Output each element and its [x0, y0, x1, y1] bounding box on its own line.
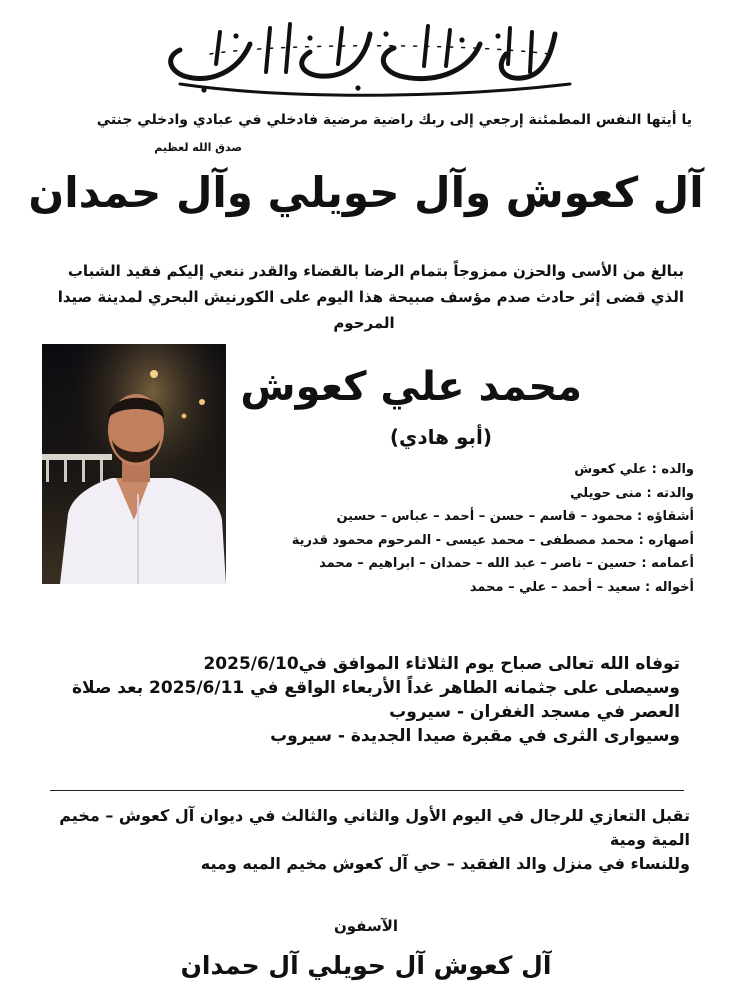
intro-line: الذي قضى إثر حادث صدم مؤسف صبيحة هذا اليوم على الكورنيش البحري لمدينة صيدا	[57, 288, 684, 306]
relative-in-laws	[234, 529, 694, 553]
relative-paternal-uncles	[234, 552, 694, 576]
relative-value: علي كعوش	[574, 462, 648, 477]
funeral-line: العصر في مسجد الغفران - سيروب	[389, 702, 680, 722]
relative-mother	[234, 482, 694, 506]
mourners-label: الآسفون	[333, 917, 399, 935]
deceased-name: محمد علي كعوش	[240, 364, 582, 410]
deceased-label: المرحوم	[333, 314, 395, 332]
relative-value: سعيد – أحمد – علي – محمد	[469, 579, 641, 595]
announcement-intro	[44, 258, 684, 336]
families-title: آل كعوش وآل حويلي وآل حمدان	[28, 168, 704, 217]
funeral-details	[50, 652, 680, 748]
funeral-line: وسيصلى على جثمانه الطاهر غداً الأربعاء الواقع في 2025/6/11 بعد صلاة	[72, 678, 680, 698]
quran-verse: يا أيتها النفس المطمئنة إرجعي إلى ربك راضية مرضية فادخلي في عبادي وادخلي جنتي	[96, 112, 692, 128]
relative-brothers	[234, 505, 694, 529]
calligraphy-drawing	[150, 14, 582, 100]
deceased-photo	[42, 344, 226, 584]
funeral-line: وسيوارى الثرى في مقبرة صيدا الجديدة - سيروب	[270, 726, 680, 746]
funeral-line: توفاه الله تعالى صباح يوم الثلاثاء الموافق في2025/6/10	[203, 654, 680, 674]
condolences-line: وللنساء في منزل والد الفقيد – حي آل كعوش مخيم الميه وميه	[200, 854, 690, 873]
section-divider	[50, 790, 684, 791]
deceased-nickname: (أبو هادي)	[389, 425, 492, 449]
relative-label: والده :	[647, 462, 694, 477]
relative-label: أصهاره :	[634, 533, 694, 548]
condolences-line: تقبل التعازي للرجال في اليوم الأول والثاني والثالث في ديوان آل كعوش – مخيم المية ومية	[59, 806, 690, 849]
mourners-families: آل كعوش آل حويلي آل حمدان	[180, 951, 552, 980]
relative-value: محمود – قاسم – حسن – أحمد – عباس – حسين	[336, 509, 633, 524]
relative-label: أخواله :	[641, 580, 694, 595]
calligraphy-header-image	[150, 14, 582, 100]
relative-value: حسين – ناصر – عبد الله – حمدان – ابراهيم – محمد	[319, 556, 637, 571]
relative-maternal-uncles	[234, 576, 694, 600]
intro-line: ببالغ من الأسى والحزن ممزوجاً بتمام الرضا بالقضاء والقدر ننعي إليكم فقيد الشباب	[67, 262, 684, 280]
relatives-list	[234, 458, 694, 599]
relative-label: والدته :	[642, 486, 694, 501]
relative-value: محمد مصطفى – محمد عيسى - المرحوم محمود قدرية	[291, 532, 635, 548]
verse-source: صدق الله لعظيم	[154, 141, 242, 154]
relative-label: أعمامه :	[637, 556, 694, 571]
portrait-drawing	[42, 344, 226, 584]
relative-father	[234, 458, 694, 482]
relative-label: أشقاؤه :	[633, 509, 695, 524]
condolences-info	[40, 804, 690, 876]
relative-value: منى حويلي	[570, 485, 643, 501]
